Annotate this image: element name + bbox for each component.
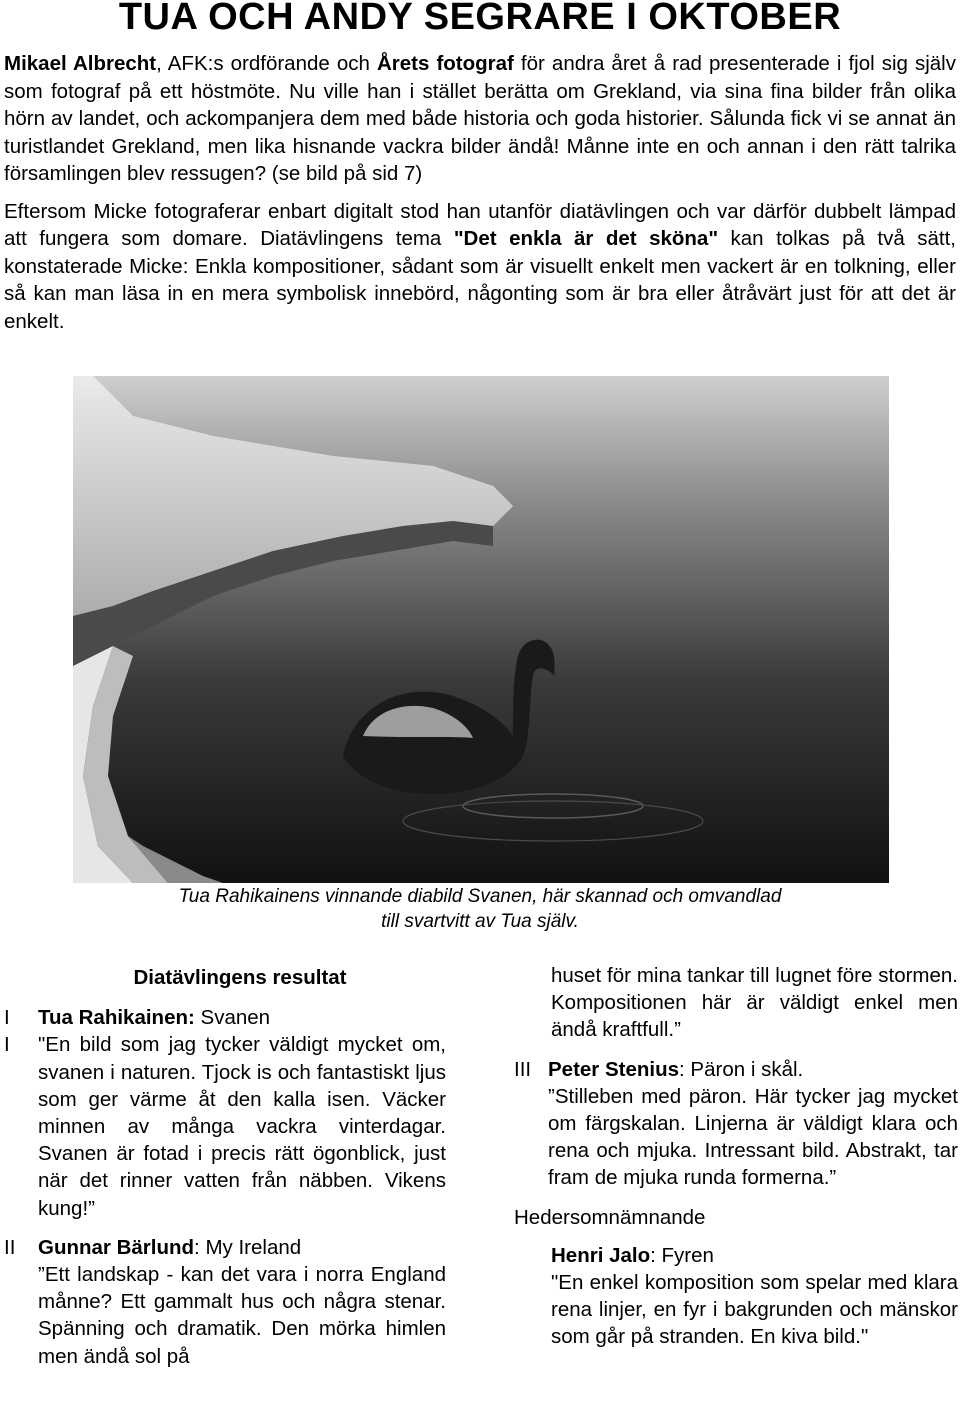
competition-theme: "Det enkla är det sköna" <box>453 227 719 250</box>
judge-comment: "En enkel komposition som spelar med klara rena linjer, en fyr i bakgrunden och mänskor som går på stranden. En kiva bild." <box>551 1271 958 1349</box>
photographer-name: Peter Stenius <box>548 1057 680 1081</box>
article-title: TUA OCH ANDY SEGRARE I OKTOBER <box>118 0 842 38</box>
result-entry-second <box>4 1234 446 1370</box>
intro-paragraph-1: Mikael Albrecht, AFK:s ordförande och Årets fotograf för andra året å rad presenterade i fjol sig själv som fotograf på ett höstmöte. Nu ville han i stället berätta om Grekland, via sina fina bilder från olika hörn av landet, och ackompanjera dem med både historia och goda historier. Sålunda fick vi se annat än turistlandet Grekland, men lika hisnande vackra bilder ändå! Månne inte en och annan i den rätt talrika församlingen blev ressugen? (se bild på sid 7) <box>4 52 956 185</box>
judge-comment: "En bild som jag tycker väldigt mycket om, svanen i naturen. Tjock is och fantastiskt ljus som ger värme åt den kalla isen. Väcker minnen av många vackra vinterdagar. Svanen är fotad i precis rätt ögonblick, just när det rinner vatten från näbben. Vikens kung!” <box>38 1033 446 1220</box>
work-title: : Fyren <box>650 1243 714 1267</box>
rank-label: II <box>4 1235 16 1259</box>
result-entry-first-quote <box>4 1031 446 1221</box>
judge-name: Mikael Albrecht <box>4 52 157 75</box>
photographer-name: Henri Jalo <box>551 1243 651 1267</box>
intro-paragraph-2: Eftersom Micke fotograferar enbart digitalt stod han utanför diatävlingen och var därför dubbelt lämpad att fungera som domare. Diatävlingens tema "Det enkla är det sköna" kan tolkas på två sätt, konstaterade Micke: Enkla kompositioner, sådant som är visuellt enkelt men vackert är en tolkning, eller så kan man läsa in en mera symbolisk innebörd, någonting som är bra eller åtråvärt just för att det är enkelt. <box>4 199 956 333</box>
honorable-mention-label: Hedersomnämnande <box>514 1205 706 1229</box>
judge-comment: ”Ett landskap - kan det vara i norra England månne? Ett gammalt hus och några stenar. Spänning och dramatik. Den mörka himlen men ändå sol på <box>38 1263 446 1368</box>
honorable-mention-entry <box>514 1242 958 1351</box>
photographer-name: Gunnar Bärlund <box>38 1235 195 1259</box>
rank-label: I <box>4 1006 10 1030</box>
rank-label: III <box>514 1057 532 1081</box>
result-entry-third <box>514 1056 958 1192</box>
swan-photo <box>73 376 889 883</box>
work-title: : My Ireland <box>194 1235 302 1259</box>
photographer-name: Tua Rahikainen: <box>38 1006 195 1030</box>
results-column-right <box>514 962 958 1363</box>
award-name: Årets fotograf <box>376 52 514 75</box>
results-heading: Diatävlingens resultat <box>133 966 347 989</box>
judge-comment: ”Stilleben med päron. Här tycker jag mycket om färgskalan. Linjerna är väldigt klara och rena och mjuka. Intressant bild. Abstrakt, tar fram de mjuka runda formerna.” <box>548 1084 958 1190</box>
result-entry-first <box>4 1004 446 1031</box>
rank-label: I <box>4 1033 10 1057</box>
photo-caption: Tua Rahikainens vinnande diabild Svanen, här skannad och omvandlad till svartvitt av Tua själv. <box>178 886 782 932</box>
judge-comment-continued: huset för mina tankar till lugnet före stormen. Kompositionen här är väldigt enkel men ändå kraftfull.” <box>551 964 958 1042</box>
intro-text <box>4 50 956 345</box>
results-column-left <box>4 964 446 1382</box>
work-title: : Päron i skål. <box>679 1057 804 1081</box>
work-title: Svanen <box>194 1006 271 1030</box>
